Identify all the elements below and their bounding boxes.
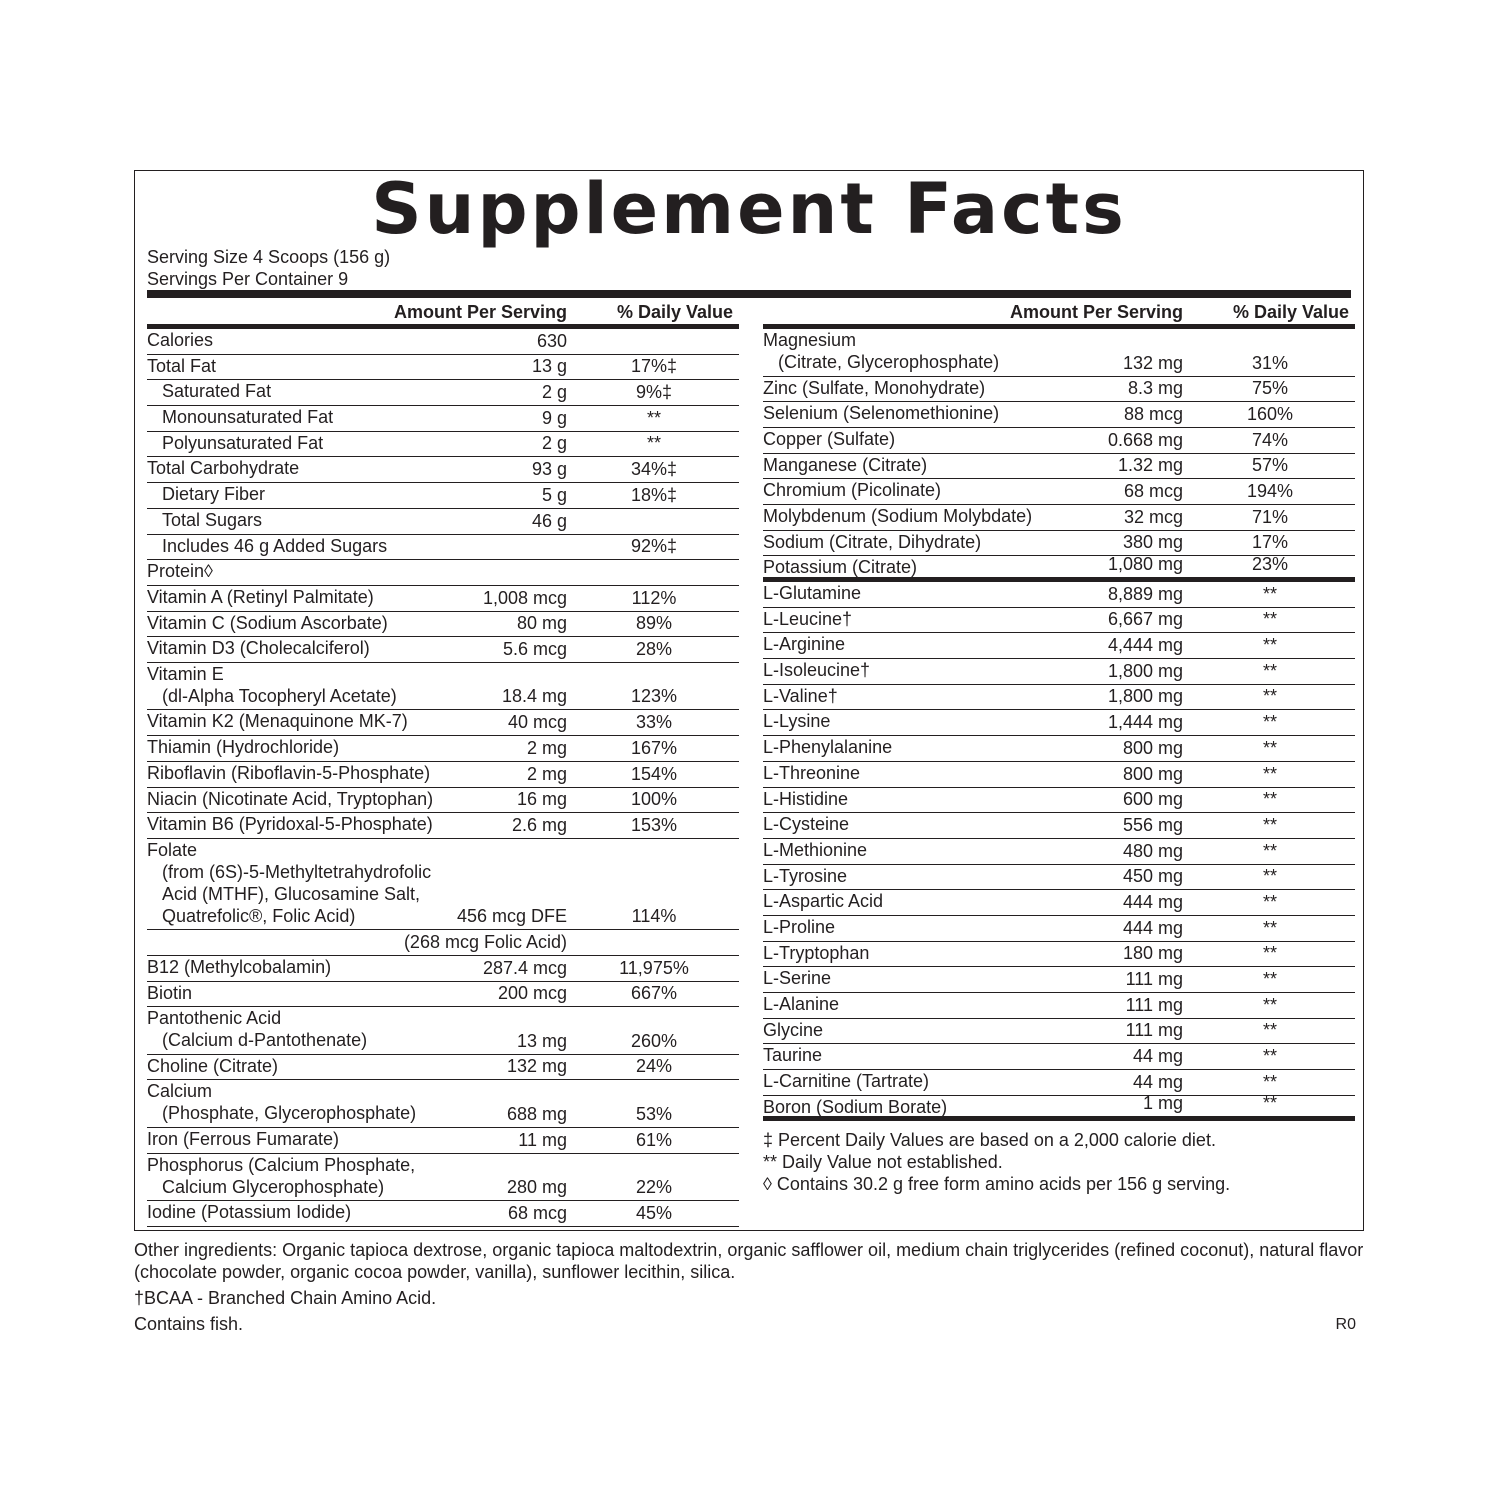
nutrient-source: Acid (MTHF), Glucosamine Salt, [162, 883, 421, 904]
nutrient-row [147, 612, 739, 638]
daily-value: 75% [1251, 378, 1289, 399]
nutrient-name: Molybdenum (Sodium Molybdate) [763, 505, 1033, 526]
amount-value: 44 mg [1132, 1046, 1183, 1067]
nutrient-row [147, 329, 739, 355]
daily-value: ** [1262, 891, 1277, 912]
daily-value: 92%‡ [630, 536, 678, 557]
daily-value: 153% [630, 814, 678, 835]
daily-value: 11,975% [619, 957, 689, 978]
nutrient-name: Phosphorus (Calcium Phosphate, [147, 1154, 416, 1175]
daily-value: 114% [631, 906, 677, 927]
nutrient-row [763, 762, 1355, 788]
nutrient-row [147, 586, 739, 612]
nutrient-source: (from (6S)-5-Methyltetrahydrofolic [162, 861, 432, 882]
nutrient-row [147, 788, 739, 814]
nutrient-row [147, 762, 739, 788]
nutrient-name: Zinc (Sulfate, Monohydrate) [763, 377, 986, 398]
amount-value: 2 g [541, 382, 567, 403]
daily-value: 667% [630, 983, 678, 1004]
nutrient-row [763, 329, 1355, 377]
footnote: ** Daily Value not established. [763, 1152, 1003, 1172]
nutrient-name: L-Carnitine (Tartrate) [763, 1071, 930, 1092]
nutrient-row [763, 967, 1355, 993]
nutrient-row [147, 432, 739, 458]
nutrient-name: Vitamin C (Sodium Ascorbate) [147, 612, 388, 633]
amount-value: 1,008 mcg [482, 587, 567, 608]
nutrient-name: Pantothenic Acid [147, 1008, 282, 1029]
nutrient-source: Calcium Glycerophosphate) [162, 1176, 385, 1197]
nutrient-name: Vitamin A (Retinyl Palmitate) [147, 586, 374, 607]
daily-value: 123% [630, 686, 678, 707]
amount-value: 111 mg [1125, 1020, 1183, 1041]
nutrient-name: Selenium (Selenomethionine) [763, 403, 1000, 424]
daily-value: ** [1262, 789, 1277, 810]
amount-value: 8,889 mg [1107, 583, 1183, 604]
nutrient-row [763, 916, 1355, 942]
amount-value: 444 mg [1122, 917, 1183, 938]
amount-value: 180 mg [1122, 943, 1183, 964]
nutrient-name: Riboflavin (Riboflavin-5-Phosphate) [147, 762, 431, 783]
amount-value: (268 mcg Folic Acid) [403, 931, 567, 952]
nutrient-name: L-Proline [763, 916, 836, 937]
daily-value: 112% [631, 587, 677, 608]
amount-value: 1,080 mg [1107, 554, 1183, 575]
nutrient-row [763, 377, 1355, 403]
nutrient-row [763, 1044, 1355, 1070]
nutrient-name: Saturated Fat [162, 381, 272, 402]
serving-size: Serving Size 4 Scoops (156 g) [147, 247, 391, 267]
nutrient-row [147, 535, 739, 561]
nutrient-row [763, 710, 1355, 736]
servings-per-container: Servings Per Container 9 [147, 269, 349, 289]
nutrient-row [763, 582, 1355, 608]
nutrient-name: Calories [147, 330, 214, 350]
daily-value: 53% [635, 1103, 673, 1124]
amount-value: 111 mg [1125, 969, 1183, 990]
nutrient-name: L-Alanine [763, 994, 840, 1015]
nutrient-row [763, 993, 1355, 1019]
nutrient-name: Manganese (Citrate) [763, 454, 928, 475]
nutrient-name: Vitamin K2 (Menaquinone MK-7) [147, 711, 408, 732]
amount-value: 132 mg [1122, 352, 1183, 373]
amount-value: 46 g [531, 510, 567, 531]
daily-value: 31% [1251, 352, 1289, 373]
amount-value: 68 mcg [507, 1202, 567, 1223]
footnote: ◊ Contains 30.2 g free form amino acids per 156 g serving. [763, 1174, 1231, 1194]
bcaa-note: †BCAA - Branched Chain Amino Acid. [134, 1288, 437, 1308]
nutrient-row [147, 560, 739, 586]
daily-value: 34%‡ [630, 459, 678, 480]
nutrient-name: L-Lysine [763, 711, 831, 732]
dv-header: % Daily Value [1232, 302, 1349, 322]
amount-value: 450 mg [1122, 866, 1183, 887]
daily-value: 100% [630, 789, 678, 810]
daily-value: ** [1262, 943, 1277, 964]
daily-value: 74% [1251, 429, 1289, 450]
nutrient-name: Folate [147, 839, 198, 860]
amount-value: 32 mcg [1123, 506, 1183, 527]
nutrient-name: L-Arginine [763, 634, 846, 655]
nutrient-name: Boron (Sodium Borate) [763, 1096, 948, 1117]
nutrient-row [763, 402, 1355, 428]
nutrient-source: (Citrate, Glycerophosphate) [778, 352, 1000, 372]
amount-value: 5.6 mcg [502, 638, 567, 659]
nutrient-name: B12 (Methylcobalamin) [147, 956, 332, 977]
daily-value: ** [1262, 994, 1277, 1015]
amount-value: 93 g [531, 459, 567, 480]
daily-value: 167% [630, 737, 678, 758]
amount-value: 111 mg [1125, 994, 1183, 1015]
amount-value: 2 mg [526, 737, 567, 758]
nutrient-name: Vitamin B6 (Pyridoxal-5-Phosphate) [147, 814, 433, 835]
nutrient-name: L-Leucine† [763, 608, 853, 629]
nutrient-row [147, 406, 739, 432]
footnotes [763, 1129, 1230, 1195]
nutrient-name: Thiamin (Hydrochloride) [147, 737, 340, 758]
daily-value: ** [1262, 866, 1277, 887]
amount-value: 2 g [541, 433, 567, 454]
daily-value: 24% [635, 1056, 673, 1077]
nutrient-row [147, 839, 739, 930]
nutrient-source: (dl-Alpha Tocopheryl Acetate) [162, 685, 397, 706]
amount-value: 6,667 mg [1107, 609, 1183, 630]
revision-code: R0 [1335, 1316, 1356, 1333]
amount-value: 80 mg [516, 613, 567, 634]
nutrient-source: (Calcium d-Pantothenate) [162, 1030, 368, 1051]
amount-value: 44 mg [1132, 1071, 1183, 1092]
nutrient-row [147, 930, 739, 956]
nutrient-name: Total Sugars [162, 509, 263, 530]
amount-value: 630 [536, 330, 567, 351]
amount-value: 9 g [541, 407, 567, 428]
nutrient-row [147, 355, 739, 381]
amount-value: 1,444 mg [1107, 712, 1183, 733]
nutrient-row [147, 710, 739, 736]
daily-value: ** [1262, 840, 1277, 861]
nutrient-row [147, 509, 739, 535]
amount-value: 444 mg [1122, 891, 1183, 912]
footnote: ‡ Percent Daily Values are based on a 2,000 calorie diet. [763, 1130, 1216, 1150]
divider-thick [147, 290, 1351, 298]
nutrient-row [763, 942, 1355, 968]
daily-value: ** [1262, 1071, 1277, 1092]
daily-value: 33% [635, 712, 673, 733]
daily-value: ** [1262, 1093, 1277, 1114]
nutrient-name: Copper (Sulfate) [763, 428, 896, 449]
nutrient-name: L-Phenylalanine [763, 737, 893, 758]
daily-value: ** [646, 407, 661, 428]
amount-value: 280 mg [506, 1177, 567, 1198]
nutrient-row [763, 479, 1355, 505]
nutrient-name: Includes 46 g Added Sugars [162, 535, 388, 556]
nutrient-name: Iodine (Potassium Iodide) [147, 1202, 352, 1223]
nutrient-name: Chromium (Picolinate) [763, 480, 942, 501]
daily-value: ** [1262, 583, 1277, 604]
other-ingredients-section [134, 1239, 1374, 1335]
daily-value: 45% [635, 1202, 673, 1223]
amount-value: 1.32 mg [1117, 455, 1183, 476]
nutrient-name: Glycine [763, 1019, 824, 1040]
nutrient-name: Iron (Ferrous Fumarate) [147, 1128, 340, 1149]
nutrient-row [763, 839, 1355, 865]
nutrient-name: L-Tryptophan [763, 942, 870, 963]
amount-value: 40 mcg [507, 712, 567, 733]
nutrient-row [147, 483, 739, 509]
daily-value: 194% [1246, 480, 1294, 501]
amount-value: 1 mg [1142, 1093, 1183, 1114]
amount-value: 1,800 mg [1107, 686, 1183, 707]
daily-value: ** [1262, 917, 1277, 938]
nutrient-row [763, 608, 1355, 634]
nutrient-row [763, 454, 1355, 480]
daily-value: 89% [635, 613, 673, 634]
amount-value: 13 mg [516, 1030, 567, 1051]
daily-value: ** [1262, 609, 1277, 630]
left-column [147, 298, 739, 1227]
nutrient-source: Quatrefolic®, Folic Acid) [162, 905, 356, 926]
nutrient-row [763, 505, 1355, 531]
amount-value: 556 mg [1122, 814, 1183, 835]
nutrient-row [147, 663, 739, 711]
nutrient-name: Calcium [147, 1081, 213, 1102]
amount-value: 800 mg [1122, 737, 1183, 758]
nutrient-row [147, 982, 739, 1008]
daily-value: ** [646, 433, 661, 454]
daily-value: ** [1262, 686, 1277, 707]
amount-value: 11 mg [518, 1129, 567, 1150]
nutrient-name: L-Cysteine [763, 814, 850, 835]
daily-value: ** [1262, 635, 1277, 656]
nutrient-name: Potassium (Citrate) [763, 557, 918, 578]
nutrient-row [147, 1007, 739, 1055]
daily-value: 160% [1246, 403, 1294, 424]
daily-value: 57% [1251, 455, 1289, 476]
nutrient-name: Sodium (Citrate, Dihydrate) [763, 531, 982, 552]
nutrient-name: Protein◊ [147, 561, 213, 582]
amount-value: 200 mcg [497, 983, 567, 1004]
nutrient-row [763, 1093, 1355, 1122]
amount-header: Amount Per Serving [393, 302, 567, 322]
nutrient-name: L-Glutamine [763, 583, 862, 604]
nutrient-row [147, 637, 739, 663]
daily-value: 28% [635, 638, 673, 659]
nutrient-name: Total Carbohydrate [147, 458, 300, 479]
amount-value: 18.4 mg [501, 686, 567, 707]
nutrient-row [763, 659, 1355, 685]
nutrient-row [147, 1154, 739, 1202]
amount-value: 287.4 mcg [482, 957, 567, 978]
dv-header: % Daily Value [616, 302, 733, 322]
amount-value: 456 mcg DFE [456, 906, 567, 927]
amount-value: 88 mcg [1123, 403, 1183, 424]
amount-value: 0.668 mg [1107, 429, 1183, 450]
amount-value: 600 mg [1122, 789, 1183, 810]
nutrient-row [147, 1080, 739, 1128]
amount-value: 4,444 mg [1107, 635, 1183, 656]
daily-value: 17% [1251, 532, 1289, 553]
column-header [763, 298, 1355, 329]
amount-value: 380 mg [1122, 532, 1183, 553]
nutrient-name: Biotin [147, 982, 193, 1003]
amount-value: 5 g [541, 484, 567, 505]
daily-value: ** [1262, 969, 1277, 990]
nutrient-row [763, 736, 1355, 762]
amount-value: 132 mg [506, 1056, 567, 1077]
nutrient-row [147, 736, 739, 762]
nutrient-name: L-Valine† [763, 685, 838, 706]
daily-value: ** [1262, 1020, 1277, 1041]
nutrient-name: Polyunsaturated Fat [162, 432, 324, 453]
nutrient-row [763, 428, 1355, 454]
daily-value: ** [1262, 814, 1277, 835]
nutrient-name: Magnesium [763, 330, 857, 350]
nutrient-name: Vitamin E [147, 663, 224, 684]
daily-value: 61% [635, 1129, 673, 1150]
nutrient-name: Niacin (Nicotinate Acid, Tryptophan) [147, 788, 434, 809]
nutrient-row [147, 956, 739, 982]
nutrient-name: L-Threonine [763, 762, 861, 783]
daily-value: ** [1262, 763, 1277, 784]
amount-value: 1,800 mg [1107, 660, 1183, 681]
amount-value: 2 mg [526, 763, 567, 784]
nutrient-row [147, 457, 739, 483]
daily-value: 260% [630, 1030, 678, 1051]
nutrient-name: L-Serine [763, 968, 832, 989]
nutrient-name: Monounsaturated Fat [162, 407, 334, 428]
serving-info [147, 246, 390, 290]
amount-value: 68 mcg [1123, 480, 1183, 501]
amount-value: 8.3 mg [1127, 378, 1183, 399]
right-column [763, 298, 1355, 1121]
column-header [147, 298, 739, 329]
nutrient-row [147, 1055, 739, 1081]
daily-value: ** [1262, 737, 1277, 758]
nutrient-name: Dietary Fiber [162, 484, 266, 505]
amount-value: 480 mg [1122, 840, 1183, 861]
daily-value: 71% [1251, 506, 1289, 527]
nutrient-row [763, 813, 1355, 839]
allergen-statement: Contains fish. [134, 1314, 244, 1334]
nutrient-row [763, 890, 1355, 916]
nutrient-name: Total Fat [147, 355, 217, 376]
nutrient-row [147, 813, 739, 839]
nutrient-row [763, 633, 1355, 659]
amount-value: 2.6 mg [511, 814, 567, 835]
amount-value: 688 mg [506, 1103, 567, 1124]
daily-value: 17%‡ [630, 356, 678, 377]
other-ingredients: Other ingredients: Organic tapioca dextrose, organic tapioca maltodextrin, organic safflower oil, medium chain triglycerides (refined coconut), natural flavor (chocolate powder, organic cocoa powder, vanilla), sunflower lecithin, silica. [134, 1240, 1364, 1282]
nutrient-name: L-Isoleucine† [763, 660, 871, 681]
nutrient-source: (Phosphate, Glycerophosphate) [162, 1103, 417, 1124]
daily-value: ** [1262, 1046, 1277, 1067]
amount-value: 13 g [531, 356, 567, 377]
nutrient-row [763, 556, 1355, 582]
daily-value: 154% [630, 763, 678, 784]
daily-value: 9%‡ [635, 382, 673, 403]
nutrient-row [763, 865, 1355, 891]
nutrient-name: Taurine [763, 1045, 823, 1066]
amount-value: 800 mg [1122, 763, 1183, 784]
amount-header: Amount Per Serving [1009, 302, 1183, 322]
daily-value: ** [1262, 660, 1277, 681]
nutrient-row [147, 380, 739, 406]
nutrient-name: L-Aspartic Acid [763, 891, 884, 912]
nutrient-name: Vitamin D3 (Cholecalciferol) [147, 638, 370, 659]
amount-value: 16 mg [516, 789, 567, 810]
daily-value: 18%‡ [630, 484, 678, 505]
nutrient-name: L-Histidine [763, 788, 849, 809]
nutrient-name: L-Methionine [763, 839, 868, 860]
daily-value: 23% [1251, 554, 1289, 575]
nutrient-name: Choline (Citrate) [147, 1055, 279, 1076]
nutrient-row [147, 1201, 739, 1227]
supplement-facts-panel [134, 170, 1364, 1231]
panel-title: Supplement Facts [371, 168, 1127, 250]
nutrient-row [763, 788, 1355, 814]
daily-value: 22% [635, 1177, 673, 1198]
daily-value: ** [1262, 712, 1277, 733]
nutrient-row [147, 1128, 739, 1154]
nutrient-row [763, 685, 1355, 711]
nutrient-row [763, 1019, 1355, 1045]
nutrient-name: L-Tyrosine [763, 865, 848, 886]
